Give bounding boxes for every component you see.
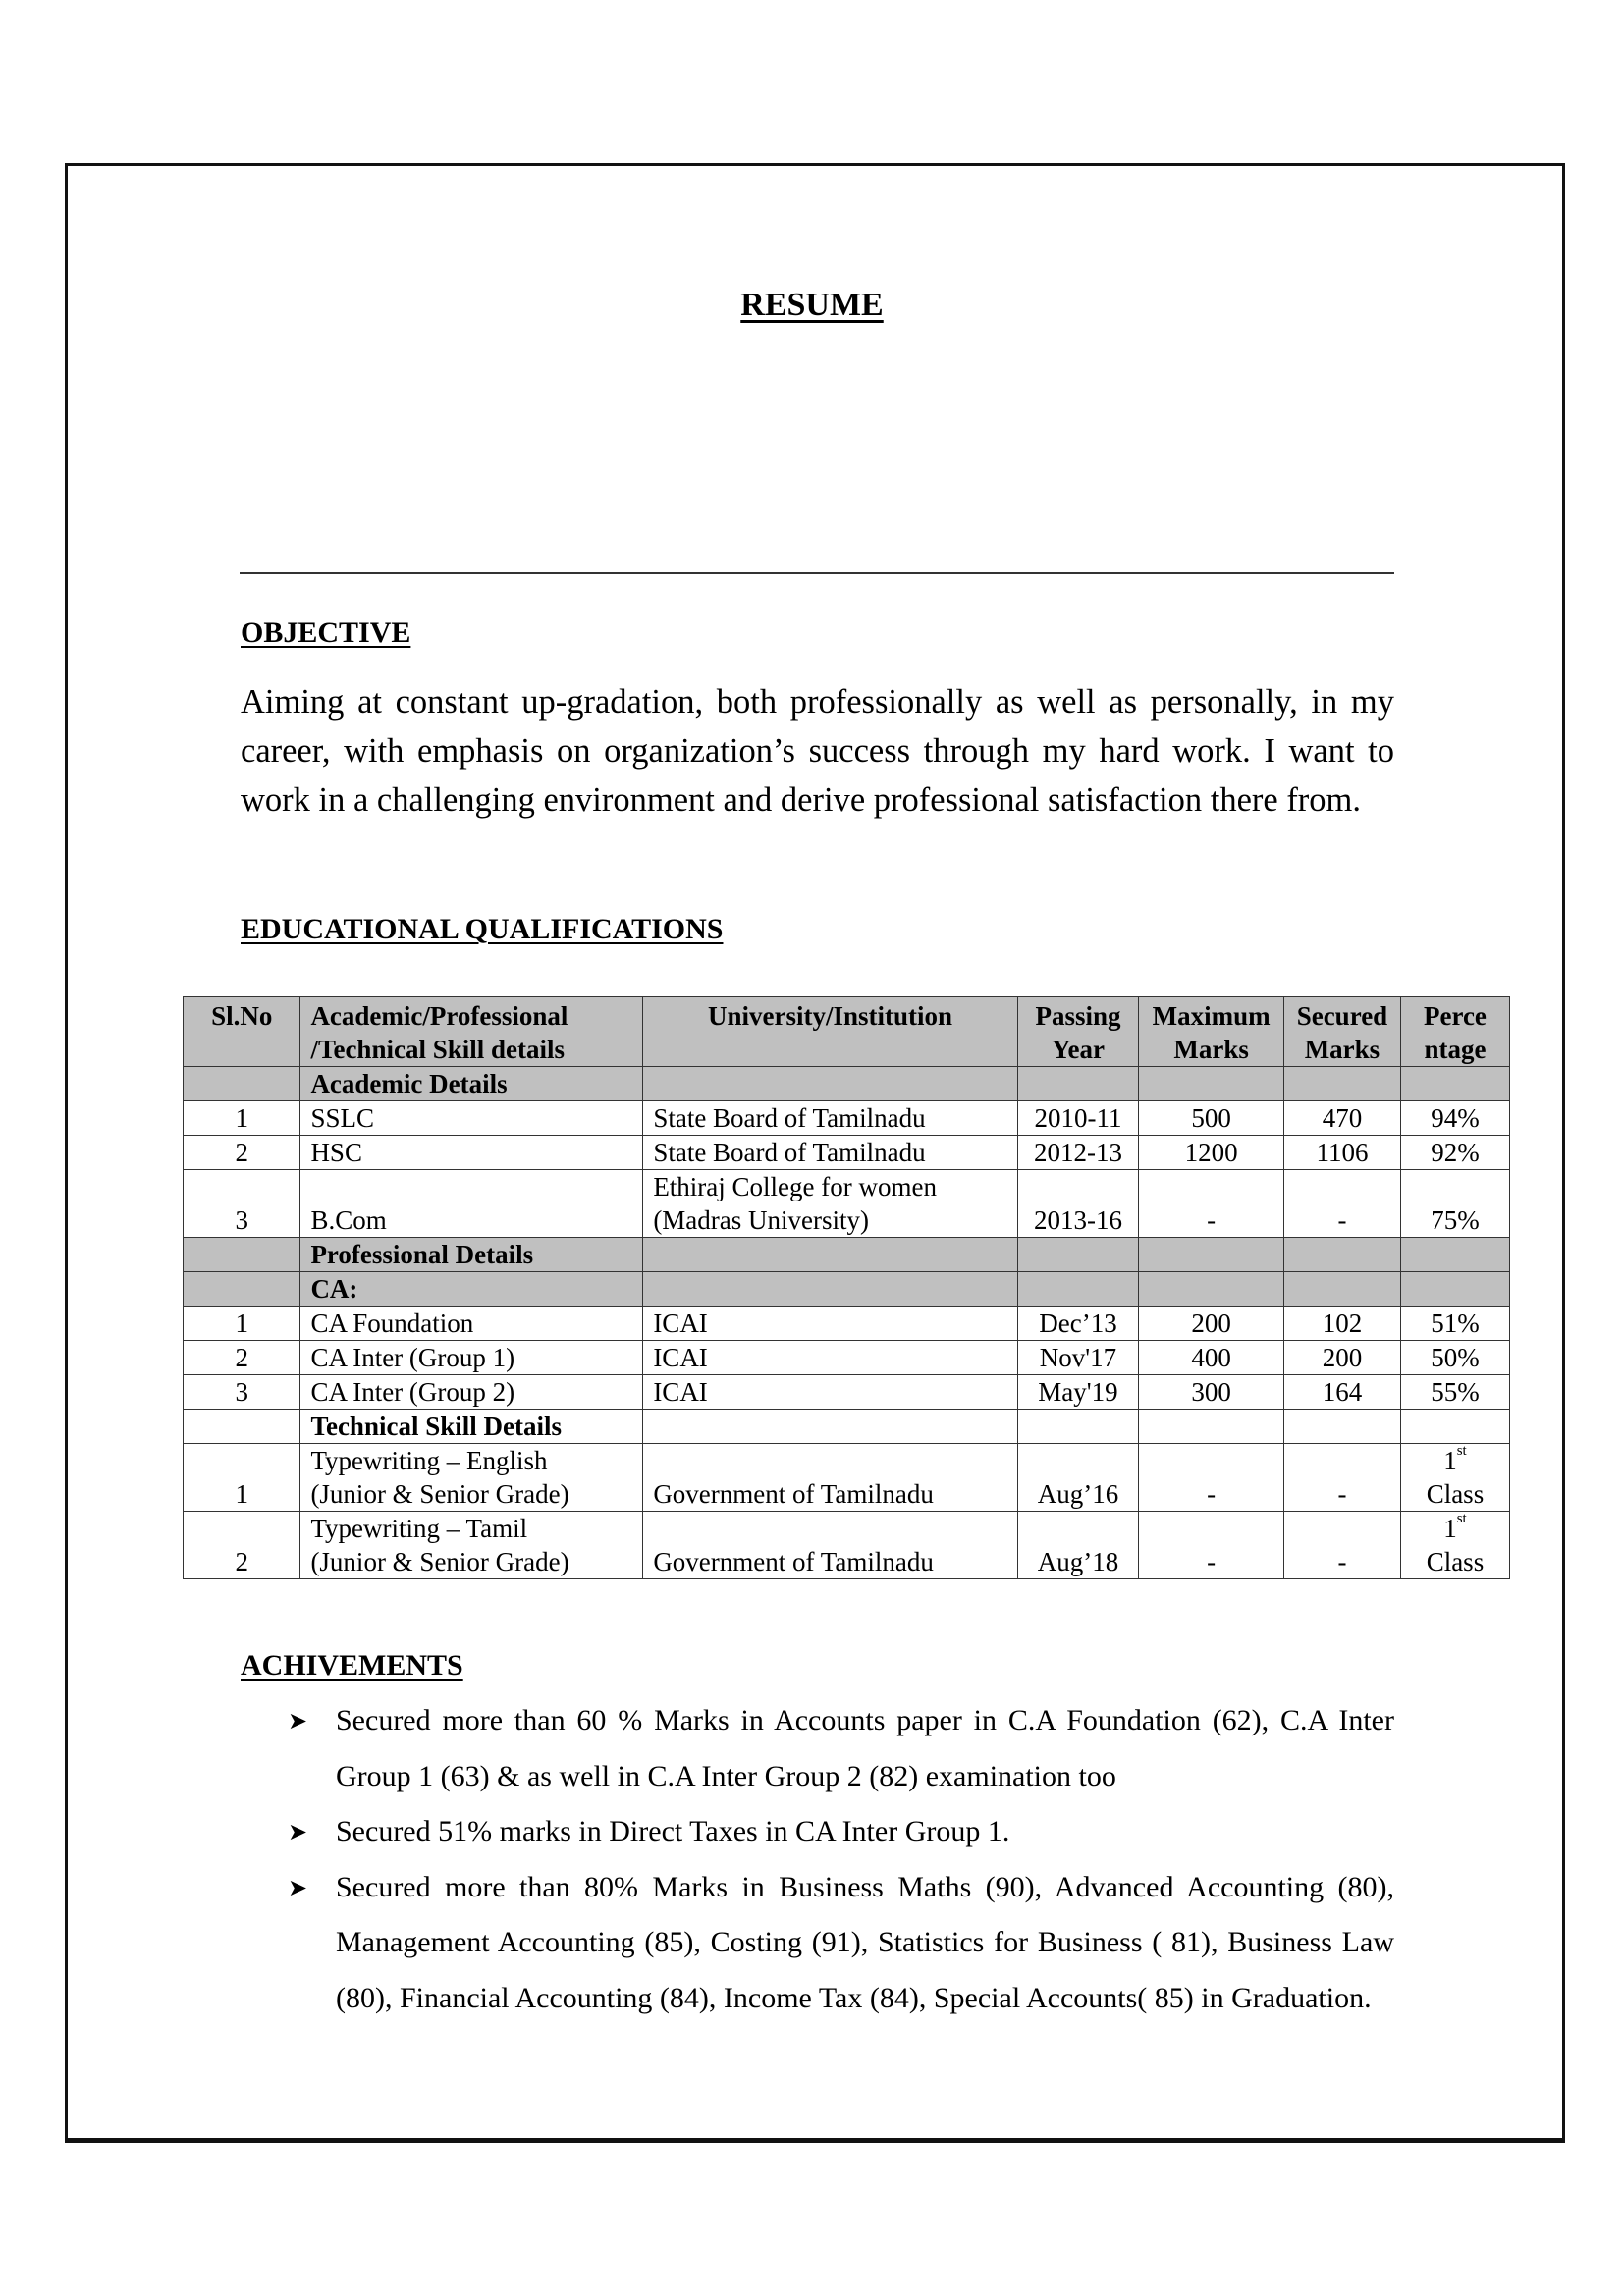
group-row-technical xyxy=(184,1410,1510,1444)
cell-year: Nov'17 xyxy=(1017,1341,1139,1375)
objective-heading: OBJECTIVE xyxy=(241,616,411,649)
cell-detail: HSC xyxy=(300,1136,643,1170)
cell-slno: 1 xyxy=(184,1307,300,1341)
col-header-secured-marks: Secured Marks xyxy=(1284,997,1401,1067)
cell-secured: 200 xyxy=(1284,1341,1401,1375)
table-row xyxy=(184,1375,1510,1410)
col-header-details: Academic/Professional /Technical Skill details xyxy=(300,997,643,1067)
cell-secured: - xyxy=(1284,1444,1401,1512)
table-header-row xyxy=(184,997,1510,1067)
cell-institution: Government of Tamilnadu xyxy=(643,1444,1017,1512)
list-item xyxy=(241,1693,1394,1804)
achievement-text: Secured more than 80% Marks in Business Maths (90), Advanced Accounting (80), Management Accounting (85), Costing (91), Statistics for Business ( 81), Business Law (80), Financial Accounting (84), Income Tax (84), Special Accounts( 85) in Graduation. xyxy=(336,1870,1394,2014)
class-label: Class xyxy=(1426,1547,1485,1576)
group-label: CA: xyxy=(300,1272,643,1307)
cell-institution: State Board of Tamilnadu xyxy=(643,1101,1017,1136)
horizontal-divider xyxy=(240,572,1394,574)
ordinal-number: 1 xyxy=(1443,1446,1457,1475)
table-row xyxy=(184,1512,1510,1579)
table-row xyxy=(184,1136,1510,1170)
cell-percentage: 94% xyxy=(1400,1101,1509,1136)
cell-max: - xyxy=(1139,1512,1284,1579)
cell-max: - xyxy=(1139,1170,1284,1238)
cell-max: 1200 xyxy=(1139,1136,1284,1170)
cell-detail xyxy=(300,1444,643,1512)
cell-detail: B.Com xyxy=(300,1170,643,1238)
arrowhead-bullet-icon: ➤ xyxy=(288,1707,308,1735)
cell-institution: Government of Tamilnadu xyxy=(643,1512,1017,1579)
group-label: Professional Details xyxy=(300,1238,643,1272)
cell-detail: CA Foundation xyxy=(300,1307,643,1341)
cell-year: Dec’13 xyxy=(1017,1307,1139,1341)
col-header-institution: University/Institution xyxy=(643,997,1017,1067)
cell-detail xyxy=(300,1512,643,1579)
cell-slno: 3 xyxy=(184,1375,300,1410)
detail-line: (Junior & Senior Grade) xyxy=(310,1547,569,1576)
cell-percentage xyxy=(1400,1444,1509,1512)
group-label: Technical Skill Details xyxy=(300,1410,643,1444)
resume-title: RESUME xyxy=(740,287,884,323)
table-row xyxy=(184,1101,1510,1136)
cell-slno: 3 xyxy=(184,1170,300,1238)
detail-line: (Junior & Senior Grade) xyxy=(310,1479,569,1509)
cell-year: Aug’18 xyxy=(1017,1512,1139,1579)
col-header-year: Passing Year xyxy=(1017,997,1139,1067)
cell-year: May'19 xyxy=(1017,1375,1139,1410)
cell-secured: 102 xyxy=(1284,1307,1401,1341)
cell-max: - xyxy=(1139,1444,1284,1512)
achievement-text: Secured 51% marks in Direct Taxes in CA Inter Group 1. xyxy=(336,1815,1010,1847)
cell-max: 400 xyxy=(1139,1341,1284,1375)
cell-year: Aug’16 xyxy=(1017,1444,1139,1512)
table-row xyxy=(184,1170,1510,1238)
cell-year: 2013-16 xyxy=(1017,1170,1139,1238)
cell-max: 200 xyxy=(1139,1307,1284,1341)
cell-slno: 1 xyxy=(184,1444,300,1512)
cell-percentage: 55% xyxy=(1400,1375,1509,1410)
ordinal-suffix: st xyxy=(1456,1511,1467,1526)
list-item xyxy=(241,1860,1394,2027)
table-row xyxy=(184,1444,1510,1512)
cell-year: 2012-13 xyxy=(1017,1136,1139,1170)
cell-secured: - xyxy=(1284,1170,1401,1238)
cell-slno: 1 xyxy=(184,1101,300,1136)
education-heading: EDUCATIONAL QUALIFICATIONS xyxy=(241,913,724,945)
col-header-percentage: Perce ntage xyxy=(1400,997,1509,1067)
cell-secured: 164 xyxy=(1284,1375,1401,1410)
table-row xyxy=(184,1341,1510,1375)
cell-institution xyxy=(643,1170,1017,1238)
cell-percentage: 75% xyxy=(1400,1170,1509,1238)
arrowhead-bullet-icon: ➤ xyxy=(288,1818,308,1845)
cell-slno: 2 xyxy=(184,1512,300,1579)
cell-max: 300 xyxy=(1139,1375,1284,1410)
education-table xyxy=(183,996,1510,1579)
cell-percentage: 92% xyxy=(1400,1136,1509,1170)
cell-institution: ICAI xyxy=(643,1375,1017,1410)
arrowhead-bullet-icon: ➤ xyxy=(288,1873,308,1901)
cell-institution: ICAI xyxy=(643,1341,1017,1375)
cell-detail: SSLC xyxy=(300,1101,643,1136)
group-label: Academic Details xyxy=(300,1067,643,1101)
ordinal-suffix: st xyxy=(1456,1443,1467,1459)
ordinal-number: 1 xyxy=(1443,1514,1457,1543)
col-header-max-marks: Maximum Marks xyxy=(1139,997,1284,1067)
list-item xyxy=(241,1804,1394,1860)
cell-percentage xyxy=(1400,1512,1509,1579)
group-row-professional xyxy=(184,1238,1510,1272)
group-row-ca xyxy=(184,1272,1510,1307)
class-label: Class xyxy=(1426,1479,1485,1509)
detail-line: Typewriting – Tamil xyxy=(310,1514,528,1543)
achievement-text: Secured more than 60 % Marks in Accounts paper in C.A Foundation (62), C.A Inter Group 1 (63) & as well in C.A Inter Group 2 (82) examination too xyxy=(336,1704,1394,1792)
group-row-academic xyxy=(184,1067,1510,1101)
cell-percentage: 51% xyxy=(1400,1307,1509,1341)
cell-secured: - xyxy=(1284,1512,1401,1579)
cell-slno: 2 xyxy=(184,1136,300,1170)
cell-slno: 2 xyxy=(184,1341,300,1375)
cell-year: 2010-11 xyxy=(1017,1101,1139,1136)
achievements-list xyxy=(241,1693,1394,2026)
cell-institution: State Board of Tamilnadu xyxy=(643,1136,1017,1170)
col-header-slno: Sl.No xyxy=(184,997,300,1067)
cell-institution: ICAI xyxy=(643,1307,1017,1341)
table-row xyxy=(184,1307,1510,1341)
cell-detail: CA Inter (Group 2) xyxy=(300,1375,643,1410)
detail-line: Typewriting – English xyxy=(310,1446,548,1475)
institution-line: (Madras University) xyxy=(653,1205,870,1235)
cell-percentage: 50% xyxy=(1400,1341,1509,1375)
cell-detail: CA Inter (Group 1) xyxy=(300,1341,643,1375)
institution-line: Ethiraj College for women xyxy=(653,1172,937,1201)
cell-secured: 470 xyxy=(1284,1101,1401,1136)
cell-max: 500 xyxy=(1139,1101,1284,1136)
cell-secured: 1106 xyxy=(1284,1136,1401,1170)
objective-text: Aiming at constant up-gradation, both professionally as well as personally, in my career, with emphasis on organization’s success through my hard work. I want to work in a challenging environment and derive professional satisfaction there from. xyxy=(241,683,1394,819)
achievements-heading: ACHIVEMENTS xyxy=(241,1649,463,1682)
